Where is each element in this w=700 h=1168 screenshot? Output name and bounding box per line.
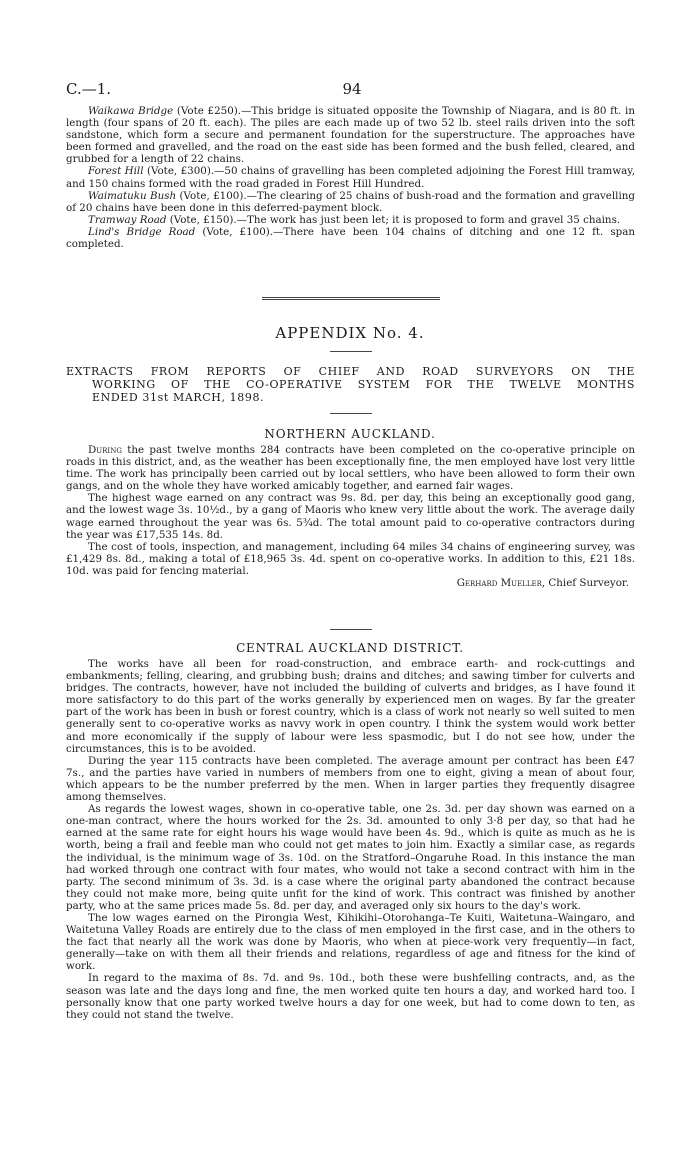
- central-paragraph-2: During the year 115 contracts have been completed. The average amount per contract has been £47 7s., and the parties have varied in numbers of members from one to eight, giving a mean of about four, which appears to be the number preferred by the men. When in larger parties they frequently disagree among themselves.: [66, 754, 635, 804]
- section-rule: [330, 629, 372, 630]
- road-entry: [66, 190, 635, 214]
- road-name: Waimatuku Bush: [88, 189, 177, 202]
- extracts-line-3: ENDED 31st MARCH, 1898.: [92, 391, 265, 404]
- section-divider: [262, 297, 440, 300]
- central-paragraph-4: The low wages earned on the Pirongia West, Kihikihi–Otorohanga–Te Kuiti, Waitetuna–Waingaro, and Waitetuna Valley Roads are entirely due to the class of men employed in the first case, and in the others to the fact that nearly all the work was done by Maoris, who when at piece-work very frequently—in fact, generally—take on with them all their friends and relations, regardless of age and fitness for the kind of work.: [66, 911, 635, 973]
- northern-paragraph-2: The highest wage earned on any contract was 9s. 8d. per day, this being an exceptionally good gang, and the lowest wage 3s. 10½d., by a gang of Maoris who knew very little about the work. The average daily wage earned throughout the year was 6s. 5¾d. The total amount paid to co-operative contractors during the year was £17,535 14s. 8d.: [66, 492, 635, 541]
- northern-paragraph-1: During the past twelve months 284 contracts have been completed on the co-operative principle on roads in this district, and, as the weather has been exceptionally fine, the men employed have lost very little time. The work has principally been carried out by local settlers, who have been allowed to form their own gangs, and on the whole they have worked amicably together, and earned fair wages.: [66, 444, 635, 493]
- page-header: [66, 80, 638, 96]
- central-paragraph-5: In regard to the maxima of 8s. 7d. and 9s. 10d., both these were bushfelling contracts, and, as the season was late and the days long and fine, the men worked quite ten hours a day, and worked hard too. I personally know that one party worked twelve hours a day for one week, but had to come down to ten, as they could not stand the twelve.: [66, 972, 635, 1021]
- appendix-title: APPENDIX No. 4.: [275, 324, 425, 342]
- road-name: Tramway Road: [88, 213, 167, 226]
- road-entry: [66, 105, 635, 165]
- road-name: Forest Hill: [88, 165, 144, 178]
- road-text: (Vote, £100).—There have been 104 chains of ditching and one 12 ft. span completed.: [66, 225, 635, 251]
- road-entry: [66, 165, 635, 189]
- road-entry: [66, 214, 635, 226]
- northern-paragraph-3: The cost of tools, inspection, and management, including 64 miles 34 chains of engineering survey, was £1,429 8s. 8d., making a total of £18,965 3s. 4d. spent on co-operative works. In addition to this, £21 18s. 10d. was paid for fencing material.: [66, 540, 635, 577]
- heading-rule: [330, 413, 372, 414]
- road-text: (Vote, £100).—The clearing of 25 chains of bush-road and the formation and gravelling of 20 chains have been done in this deferred-payment block.: [66, 189, 635, 214]
- road-entry: [66, 226, 635, 250]
- central-paragraph-1: The works have all been for road-construction, and embrace earth- and rock-cuttings and embankments; felling, clearing, and grubbing bush; drains and ditches; and sawing timber for culverts and bridges. The contracts, however, have not included the building of culverts and bridges, as I have found it more satisfactory to do this part of the works generally by experienced men on wages. By far the greater part of the work has been in bush or forest country, which is a class of work not nearly so well suited to men generally sent to co-operative works as navvy work in open country. I think the system would work better and more economically if the supply of labour were less spasmodic, but I do not see how, under the circumstances, this is to be avoided.: [66, 658, 635, 755]
- roads-section: [66, 105, 635, 250]
- road-text: (Vote, £300).—50 chains of gravelling has been completed adjoining the Forest Hill tramway, and 150 chains formed with the road graded in Forest Hill Hundred.: [66, 165, 635, 190]
- lead-word: During: [88, 444, 122, 456]
- road-text: (Vote £250).—This bridge is situated opposite the Township of Niagara, and is 80 ft. in length (four spans of 20 ft. each). The piles are each made up of two 52 lb. steel rails driven into the soft sandstone, which form a secure and permanent foundation for the superstructure. The approaches have been formed and gravelled, and the road on the east side has been formed and the bush felled, cleared, and grubbed for a length of 22 chains.: [66, 105, 635, 166]
- document-reference: C.—1.: [66, 80, 112, 98]
- extracts-line-2: WORKING OF THE CO-OPERATIVE SYSTEM FOR THE TWELVE MONTHS: [92, 378, 635, 391]
- northern-auckland-title: NORTHERN AUCKLAND.: [264, 427, 436, 441]
- signature-title: , Chief Surveyor.: [541, 577, 629, 590]
- central-paragraph-3: As regards the lowest wages, shown in co-operative table, one 2s. 3d. per day shown was earned on a one-man contract, where the hours worked for the 2s. 3d. amounted to only 3·8 per day, so that had he earned at the same rate for eight hours his wage would have been 4s. 9d., which is quite as much as he is worth, being a frail and feeble man who could not get mates to join him. Exactly a similar case, as regards the individual, is the minimum wage of 3s. 10d. on the Stratford–Ongaruhe Road. In this instance the man had worked through one contract with four mates, who would not take a second contract with him in the party. The second minimum of 3s. 3d. is a case where the original party abandoned the contract because they could not make more, being quite unfit for the kind of work. This contract was finished by another party, who at the same prices made 5s. 8d. per day, and averaged only six hours to the day's work.: [66, 803, 635, 912]
- signature: [66, 577, 635, 589]
- signature-name: Gerhard Mueller: [456, 577, 542, 590]
- road-name: Lind's Bridge Road: [88, 225, 196, 238]
- extracts-line-1: EXTRACTS FROM REPORTS OF CHIEF AND ROAD SURVEYORS ON THE: [66, 365, 635, 378]
- road-text: (Vote, £150).—The work has just been let; it is proposed to form and gravel 35 chains.: [166, 213, 621, 226]
- central-auckland-section: [66, 658, 635, 1021]
- northern-auckland-section: [66, 444, 635, 589]
- road-name: Waikawa Bridge: [88, 105, 174, 117]
- page-number: 94: [342, 80, 362, 98]
- central-auckland-title: CENTRAL AUCKLAND DISTRICT.: [236, 641, 464, 655]
- title-rule: [330, 351, 372, 352]
- extracts-heading: [66, 365, 635, 404]
